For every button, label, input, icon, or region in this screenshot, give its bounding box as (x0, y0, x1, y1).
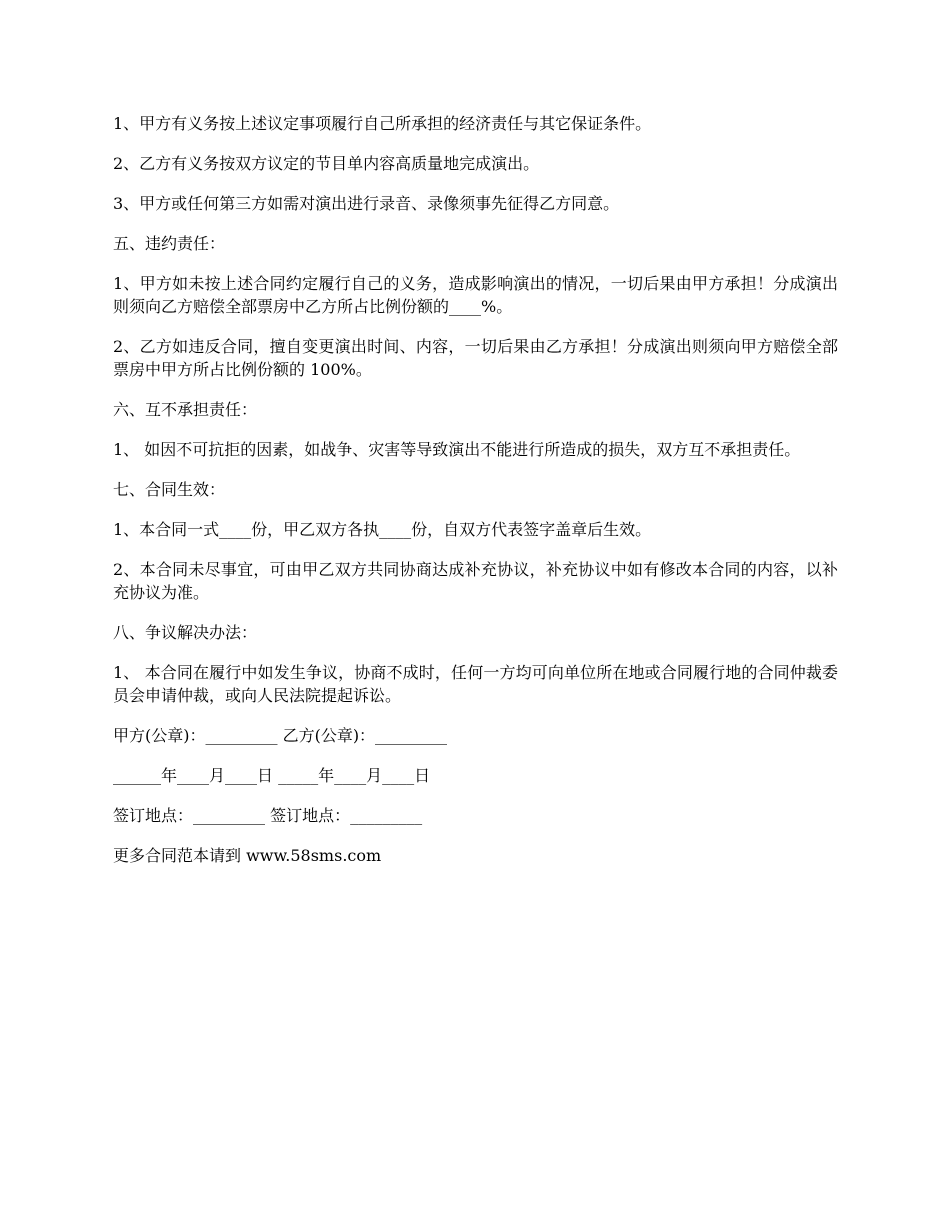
section-heading: 六、互不承担责任： (113, 400, 258, 419)
clause-paragraph: 2、本合同未尽事宜，可由甲乙双方共同协商达成补充协议，补充协议中如有修改本合同的内容，以补充协议为准。 (113, 560, 838, 602)
signing-location-line: 签订地点：_________ 签订地点：_________ (113, 806, 423, 825)
clause-paragraph: 2、乙方有义务按双方议定的节目单内容高质量地完成演出。 (113, 154, 540, 173)
date-line: ______年____月____日 _____年____月____日 (113, 766, 431, 785)
section-heading: 五、违约责任： (113, 234, 226, 253)
clause-paragraph: 1、本合同一式____份，甲乙双方各执____份，自双方代表签字盖章后生效。 (113, 520, 652, 539)
section-heading: 七、合同生效： (113, 480, 226, 499)
clause-paragraph: 3、甲方或任何第三方如需对演出进行录音、录像须事先征得乙方同意。 (113, 194, 620, 213)
clause-paragraph: 1、甲方有义务按上述议定事项履行自己所承担的经济责任与其它保证条件。 (113, 114, 652, 133)
footer-note: 更多合同范本请到 www.58sms.com (113, 846, 382, 865)
document-body (113, 112, 838, 884)
clause-paragraph: 2、乙方如违反合同，擅自变更演出时间、内容，一切后果由乙方承担！分成演出则须向甲方赔偿全部票房中甲方所占比例份额的 100%。 (113, 337, 838, 379)
signature-line: 甲方(公章)：_________ 乙方(公章)：_________ (113, 726, 448, 745)
clause-paragraph: 1、甲方如未按上述合同约定履行自己的义务，造成影响演出的情况，一切后果由甲方承担！分成演出则须向乙方赔偿全部票房中乙方所占比例份额的____%。 (113, 274, 838, 316)
clause-paragraph: 1、 如因不可抗拒的因素，如战争、灾害等导致演出不能进行所造成的损失，双方互不承担责任。 (113, 440, 801, 459)
section-heading: 八、争议解决办法： (113, 623, 258, 642)
clause-paragraph: 1、 本合同在履行中如发生争议，协商不成时，任何一方均可向单位所在地或合同履行地的合同仲裁委员会申请仲裁，或向人民法院提起诉讼。 (113, 663, 838, 705)
